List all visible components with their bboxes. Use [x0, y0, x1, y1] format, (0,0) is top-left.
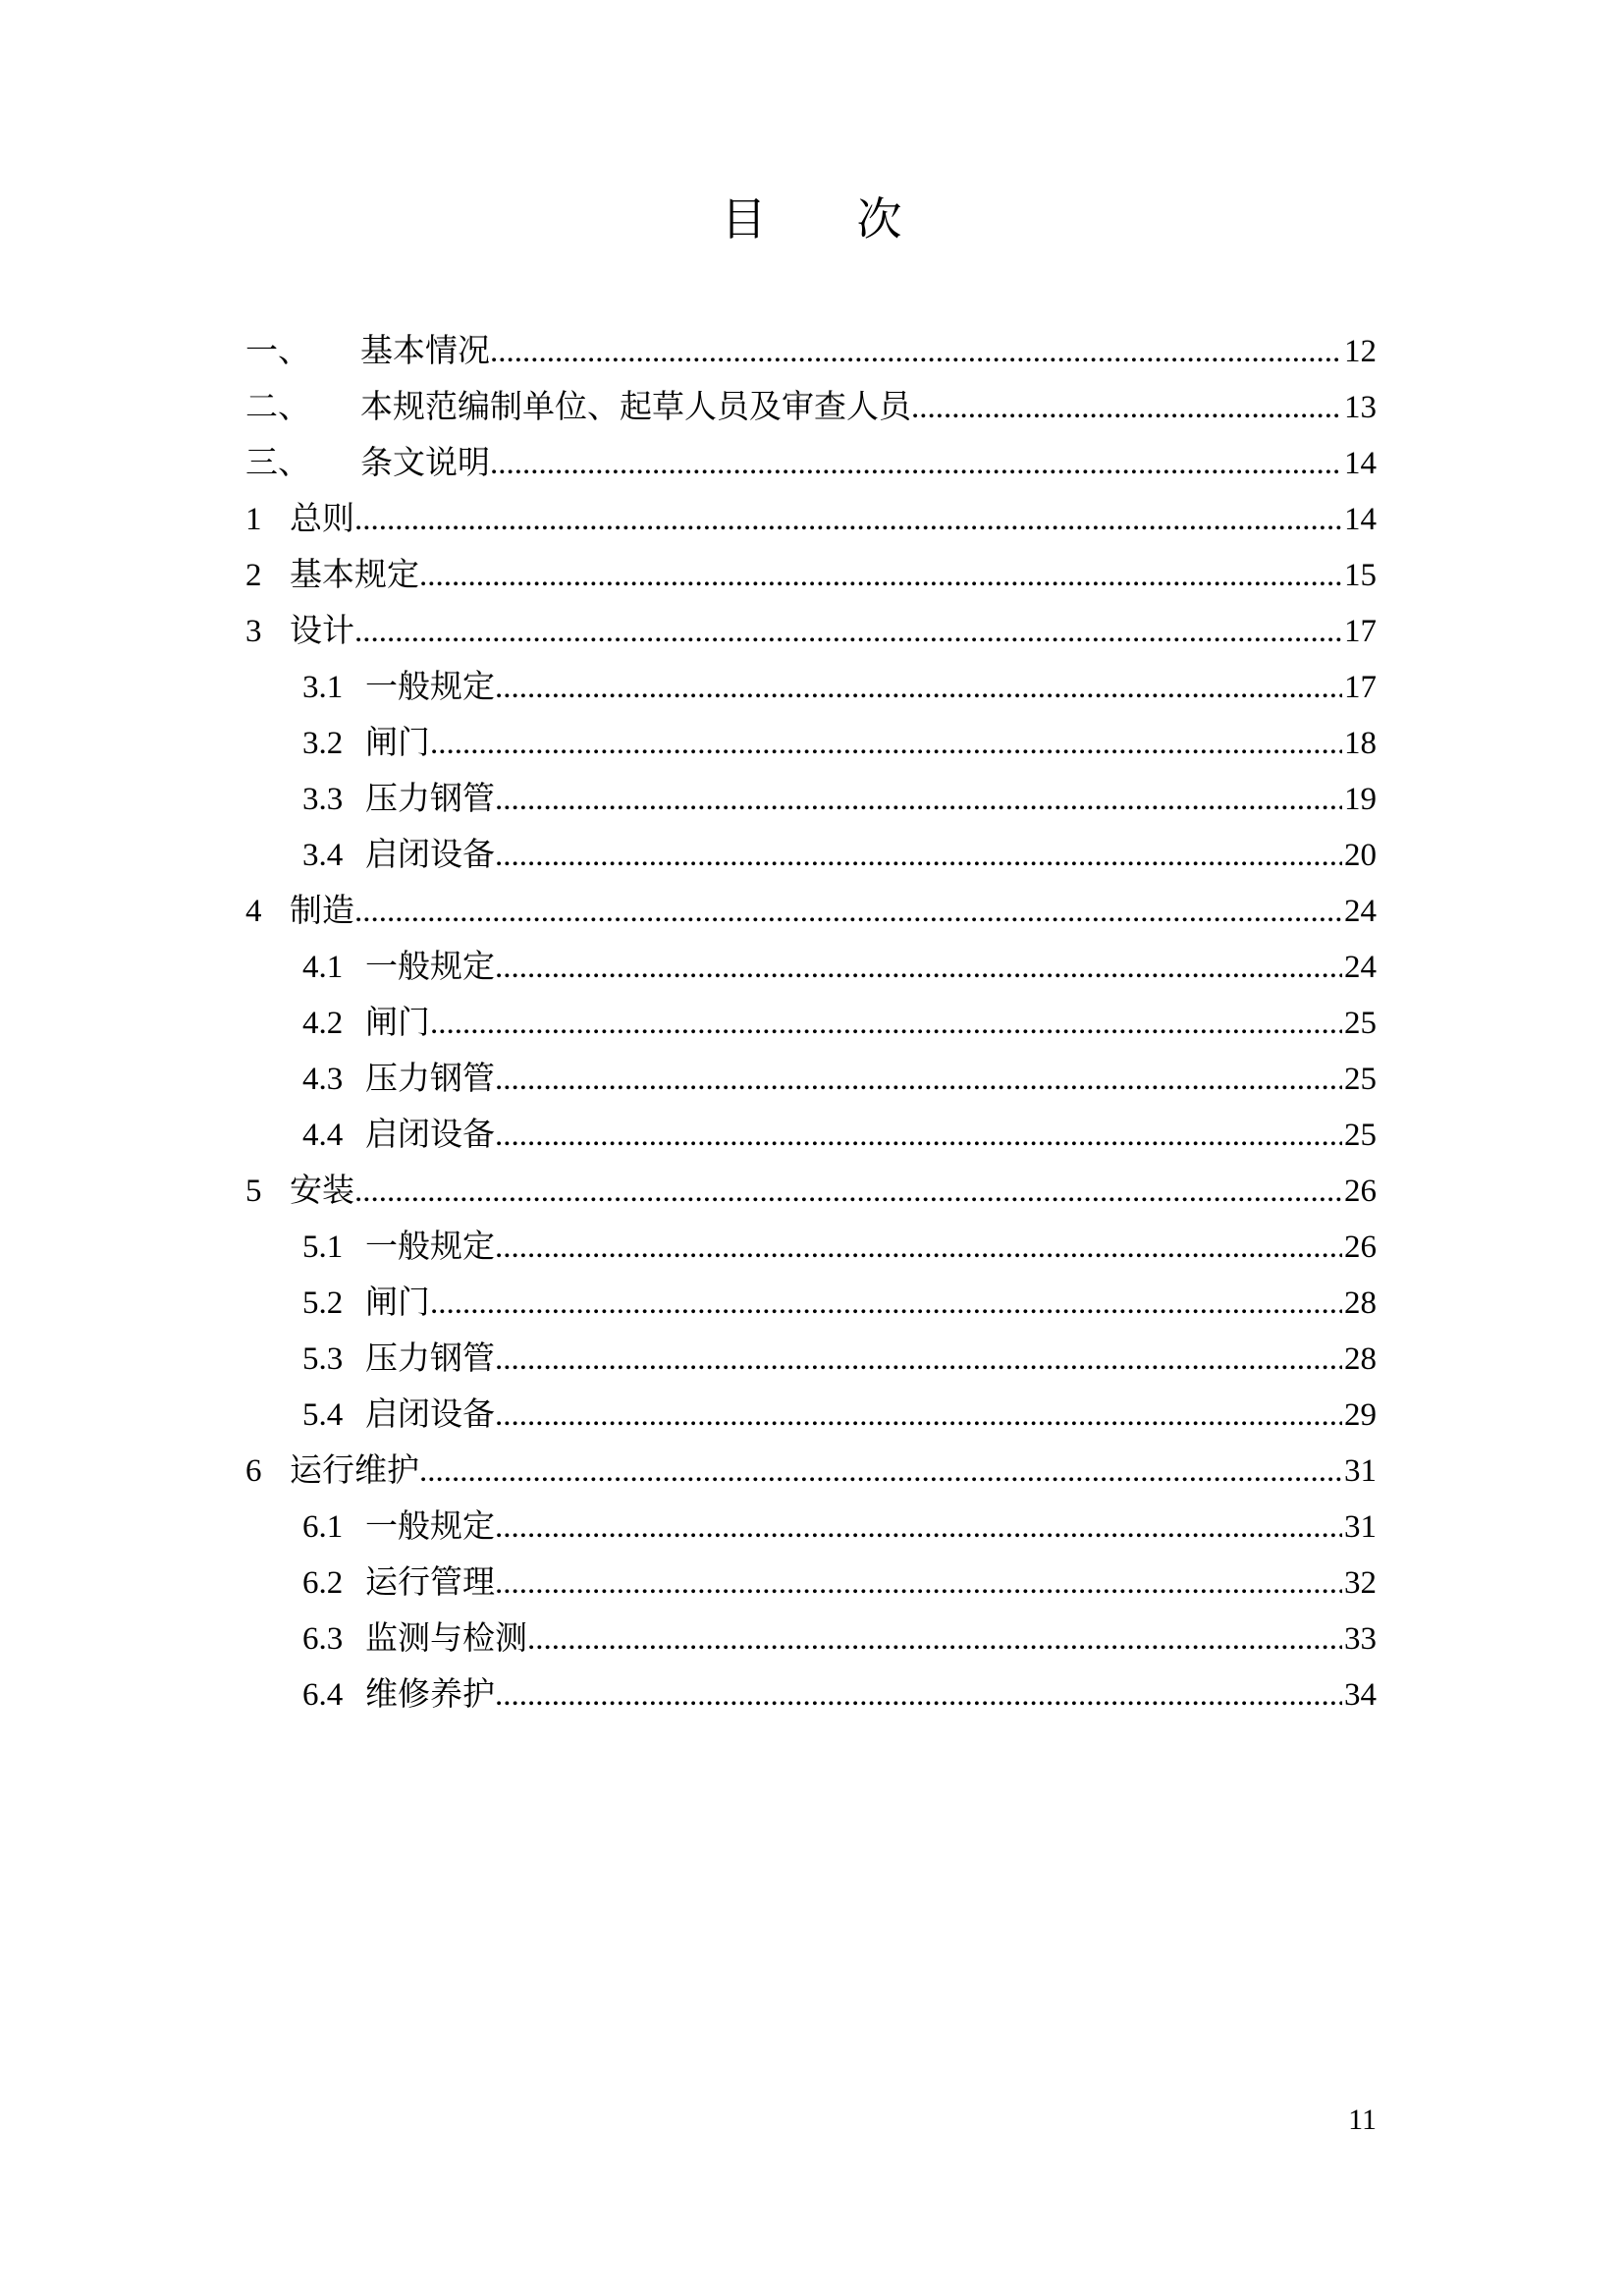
toc-entry-number: 5.1 [302, 1230, 344, 1265]
toc-page-number: 33 [1344, 1621, 1377, 1657]
toc-entry[interactable] [245, 548, 1377, 604]
toc-dot-leader [495, 772, 1342, 828]
toc-dot-leader [527, 1612, 1342, 1667]
toc-entry[interactable] [245, 1108, 1377, 1164]
toc-dot-leader [490, 436, 1342, 492]
toc-dot-leader [354, 492, 1342, 548]
toc-entry[interactable] [245, 660, 1377, 716]
toc-entry-label: 基本情况 [360, 334, 490, 369]
toc-page-number: 24 [1344, 894, 1377, 929]
toc-entry-number: 3 [245, 614, 262, 649]
page-title: 目 次 [721, 194, 902, 245]
toc-dot-leader [419, 1444, 1342, 1500]
toc-entry-label: 一般规定 [365, 950, 495, 985]
toc-dot-leader [495, 1667, 1342, 1723]
toc-entry[interactable] [245, 324, 1377, 380]
toc-entry-number: 3.1 [302, 670, 344, 705]
toc-entry[interactable] [245, 1052, 1377, 1108]
toc-page-number: 34 [1344, 1677, 1377, 1713]
toc-entry[interactable] [245, 1444, 1377, 1500]
toc-entry-number: 6.2 [302, 1565, 344, 1601]
toc-entry-label: 总则 [290, 502, 354, 537]
toc-entry[interactable] [245, 604, 1377, 660]
toc-dot-leader [495, 828, 1342, 884]
toc-entry-number: 4 [245, 894, 262, 929]
toc-entry-number: 3.3 [302, 782, 344, 817]
toc-entry-label: 闸门 [365, 1006, 430, 1041]
toc-entry-number: 6.1 [302, 1509, 344, 1545]
toc-entry[interactable] [245, 380, 1377, 436]
toc-entry-label: 维修养护 [365, 1677, 495, 1713]
toc-page-number: 32 [1344, 1565, 1377, 1601]
toc-page-number: 28 [1344, 1285, 1377, 1321]
toc-entry[interactable] [245, 1556, 1377, 1612]
toc-entry-label: 运行管理 [365, 1565, 495, 1601]
toc-dot-leader [495, 1388, 1342, 1444]
toc-entry-number: 2 [245, 558, 262, 593]
toc-entry-number: 1 [245, 502, 262, 537]
toc-dot-leader [419, 548, 1342, 604]
toc-entry[interactable] [245, 772, 1377, 828]
toc-entry-label: 压力钢管 [365, 1062, 495, 1097]
toc-entry[interactable] [245, 940, 1377, 996]
toc-entry-number: 5 [245, 1174, 262, 1209]
toc-page-number: 25 [1344, 1006, 1377, 1041]
toc-dot-leader [911, 380, 1342, 436]
toc-entry[interactable] [245, 996, 1377, 1052]
toc-entry-number: 6 [245, 1453, 262, 1489]
toc-dot-leader [495, 660, 1342, 716]
toc-entry-number: 5.3 [302, 1341, 344, 1377]
toc-dot-leader [430, 1276, 1342, 1332]
toc-entry-label: 启闭设备 [365, 1397, 495, 1433]
toc-entry-label: 一般规定 [365, 1230, 495, 1265]
toc-entry-label: 运行维护 [290, 1453, 419, 1489]
toc-entry-label: 本规范编制单位、起草人员及审查人员 [360, 390, 911, 425]
toc-entry-number: 4.1 [302, 950, 344, 985]
toc-entry-number: 4.3 [302, 1062, 344, 1097]
table-of-contents [245, 324, 1377, 1723]
toc-dot-leader [354, 884, 1342, 940]
toc-page-number: 14 [1344, 502, 1377, 537]
toc-entry-label: 压力钢管 [365, 1341, 495, 1377]
toc-page-number: 12 [1344, 334, 1377, 369]
toc-entry-number: 3.4 [302, 838, 344, 873]
toc-entry-label: 安装 [290, 1174, 354, 1209]
toc-entry-number: 4.2 [302, 1006, 344, 1041]
toc-page-number: 24 [1344, 950, 1377, 985]
toc-entry-label: 一般规定 [365, 1509, 495, 1545]
toc-page-number: 28 [1344, 1341, 1377, 1377]
toc-page-number: 19 [1344, 782, 1377, 817]
toc-entry-number: 5.4 [302, 1397, 344, 1433]
toc-page-number: 25 [1344, 1062, 1377, 1097]
toc-entry[interactable] [245, 1500, 1377, 1556]
toc-page-number: 15 [1344, 558, 1377, 593]
toc-page-number: 26 [1344, 1230, 1377, 1265]
toc-page-number: 20 [1344, 838, 1377, 873]
toc-page-number: 31 [1344, 1509, 1377, 1545]
toc-entry[interactable] [245, 828, 1377, 884]
toc-entry-label: 制造 [290, 894, 354, 929]
toc-dot-leader [495, 940, 1342, 996]
toc-page-number: 25 [1344, 1118, 1377, 1153]
toc-entry-number: 3.2 [302, 726, 344, 761]
toc-entry-label: 闸门 [365, 726, 430, 761]
footer-page-number: 11 [1348, 2104, 1377, 2136]
toc-entry[interactable] [245, 492, 1377, 548]
toc-entry-number: 5.2 [302, 1285, 344, 1321]
toc-entry[interactable] [245, 884, 1377, 940]
toc-entry-number: 一、 [245, 334, 310, 369]
toc-dot-leader [495, 1556, 1342, 1612]
toc-entry[interactable] [245, 1276, 1377, 1332]
toc-dot-leader [495, 1500, 1342, 1556]
toc-page-number: 17 [1344, 614, 1377, 649]
toc-page-number: 13 [1344, 390, 1377, 425]
toc-page-number: 18 [1344, 726, 1377, 761]
toc-entry-label: 一般规定 [365, 670, 495, 705]
toc-page-number: 14 [1344, 446, 1377, 481]
toc-entry-label: 基本规定 [290, 558, 419, 593]
toc-entry[interactable] [245, 436, 1377, 492]
toc-dot-leader [430, 716, 1342, 772]
toc-entry-label: 压力钢管 [365, 782, 495, 817]
toc-dot-leader [354, 1164, 1342, 1220]
toc-entry[interactable] [245, 1164, 1377, 1220]
toc-entry-number: 二、 [245, 390, 310, 425]
toc-dot-leader [490, 324, 1342, 380]
toc-dot-leader [495, 1108, 1342, 1164]
toc-entry[interactable] [245, 716, 1377, 772]
toc-entry-number: 6.4 [302, 1677, 344, 1713]
toc-page-number: 26 [1344, 1174, 1377, 1209]
toc-entry[interactable] [245, 1220, 1377, 1276]
toc-entry-label: 启闭设备 [365, 1118, 495, 1153]
toc-entry-number: 6.3 [302, 1621, 344, 1657]
toc-dot-leader [430, 996, 1342, 1052]
toc-entry[interactable] [245, 1612, 1377, 1667]
toc-entry[interactable] [245, 1667, 1377, 1723]
toc-page-number: 31 [1344, 1453, 1377, 1489]
toc-entry-label: 条文说明 [360, 446, 490, 481]
toc-entry-label: 监测与检测 [365, 1621, 527, 1657]
toc-page-number: 17 [1344, 670, 1377, 705]
toc-entry-label: 启闭设备 [365, 838, 495, 873]
toc-dot-leader [354, 604, 1342, 660]
toc-dot-leader [495, 1052, 1342, 1108]
toc-dot-leader [495, 1332, 1342, 1388]
toc-entry-number: 三、 [245, 446, 310, 481]
toc-entry[interactable] [245, 1332, 1377, 1388]
toc-entry-label: 闸门 [365, 1285, 430, 1321]
toc-entry[interactable] [245, 1388, 1377, 1444]
toc-entry-number: 4.4 [302, 1118, 344, 1153]
toc-page-number: 29 [1344, 1397, 1377, 1433]
toc-entry-label: 设计 [290, 614, 354, 649]
toc-dot-leader [495, 1220, 1342, 1276]
